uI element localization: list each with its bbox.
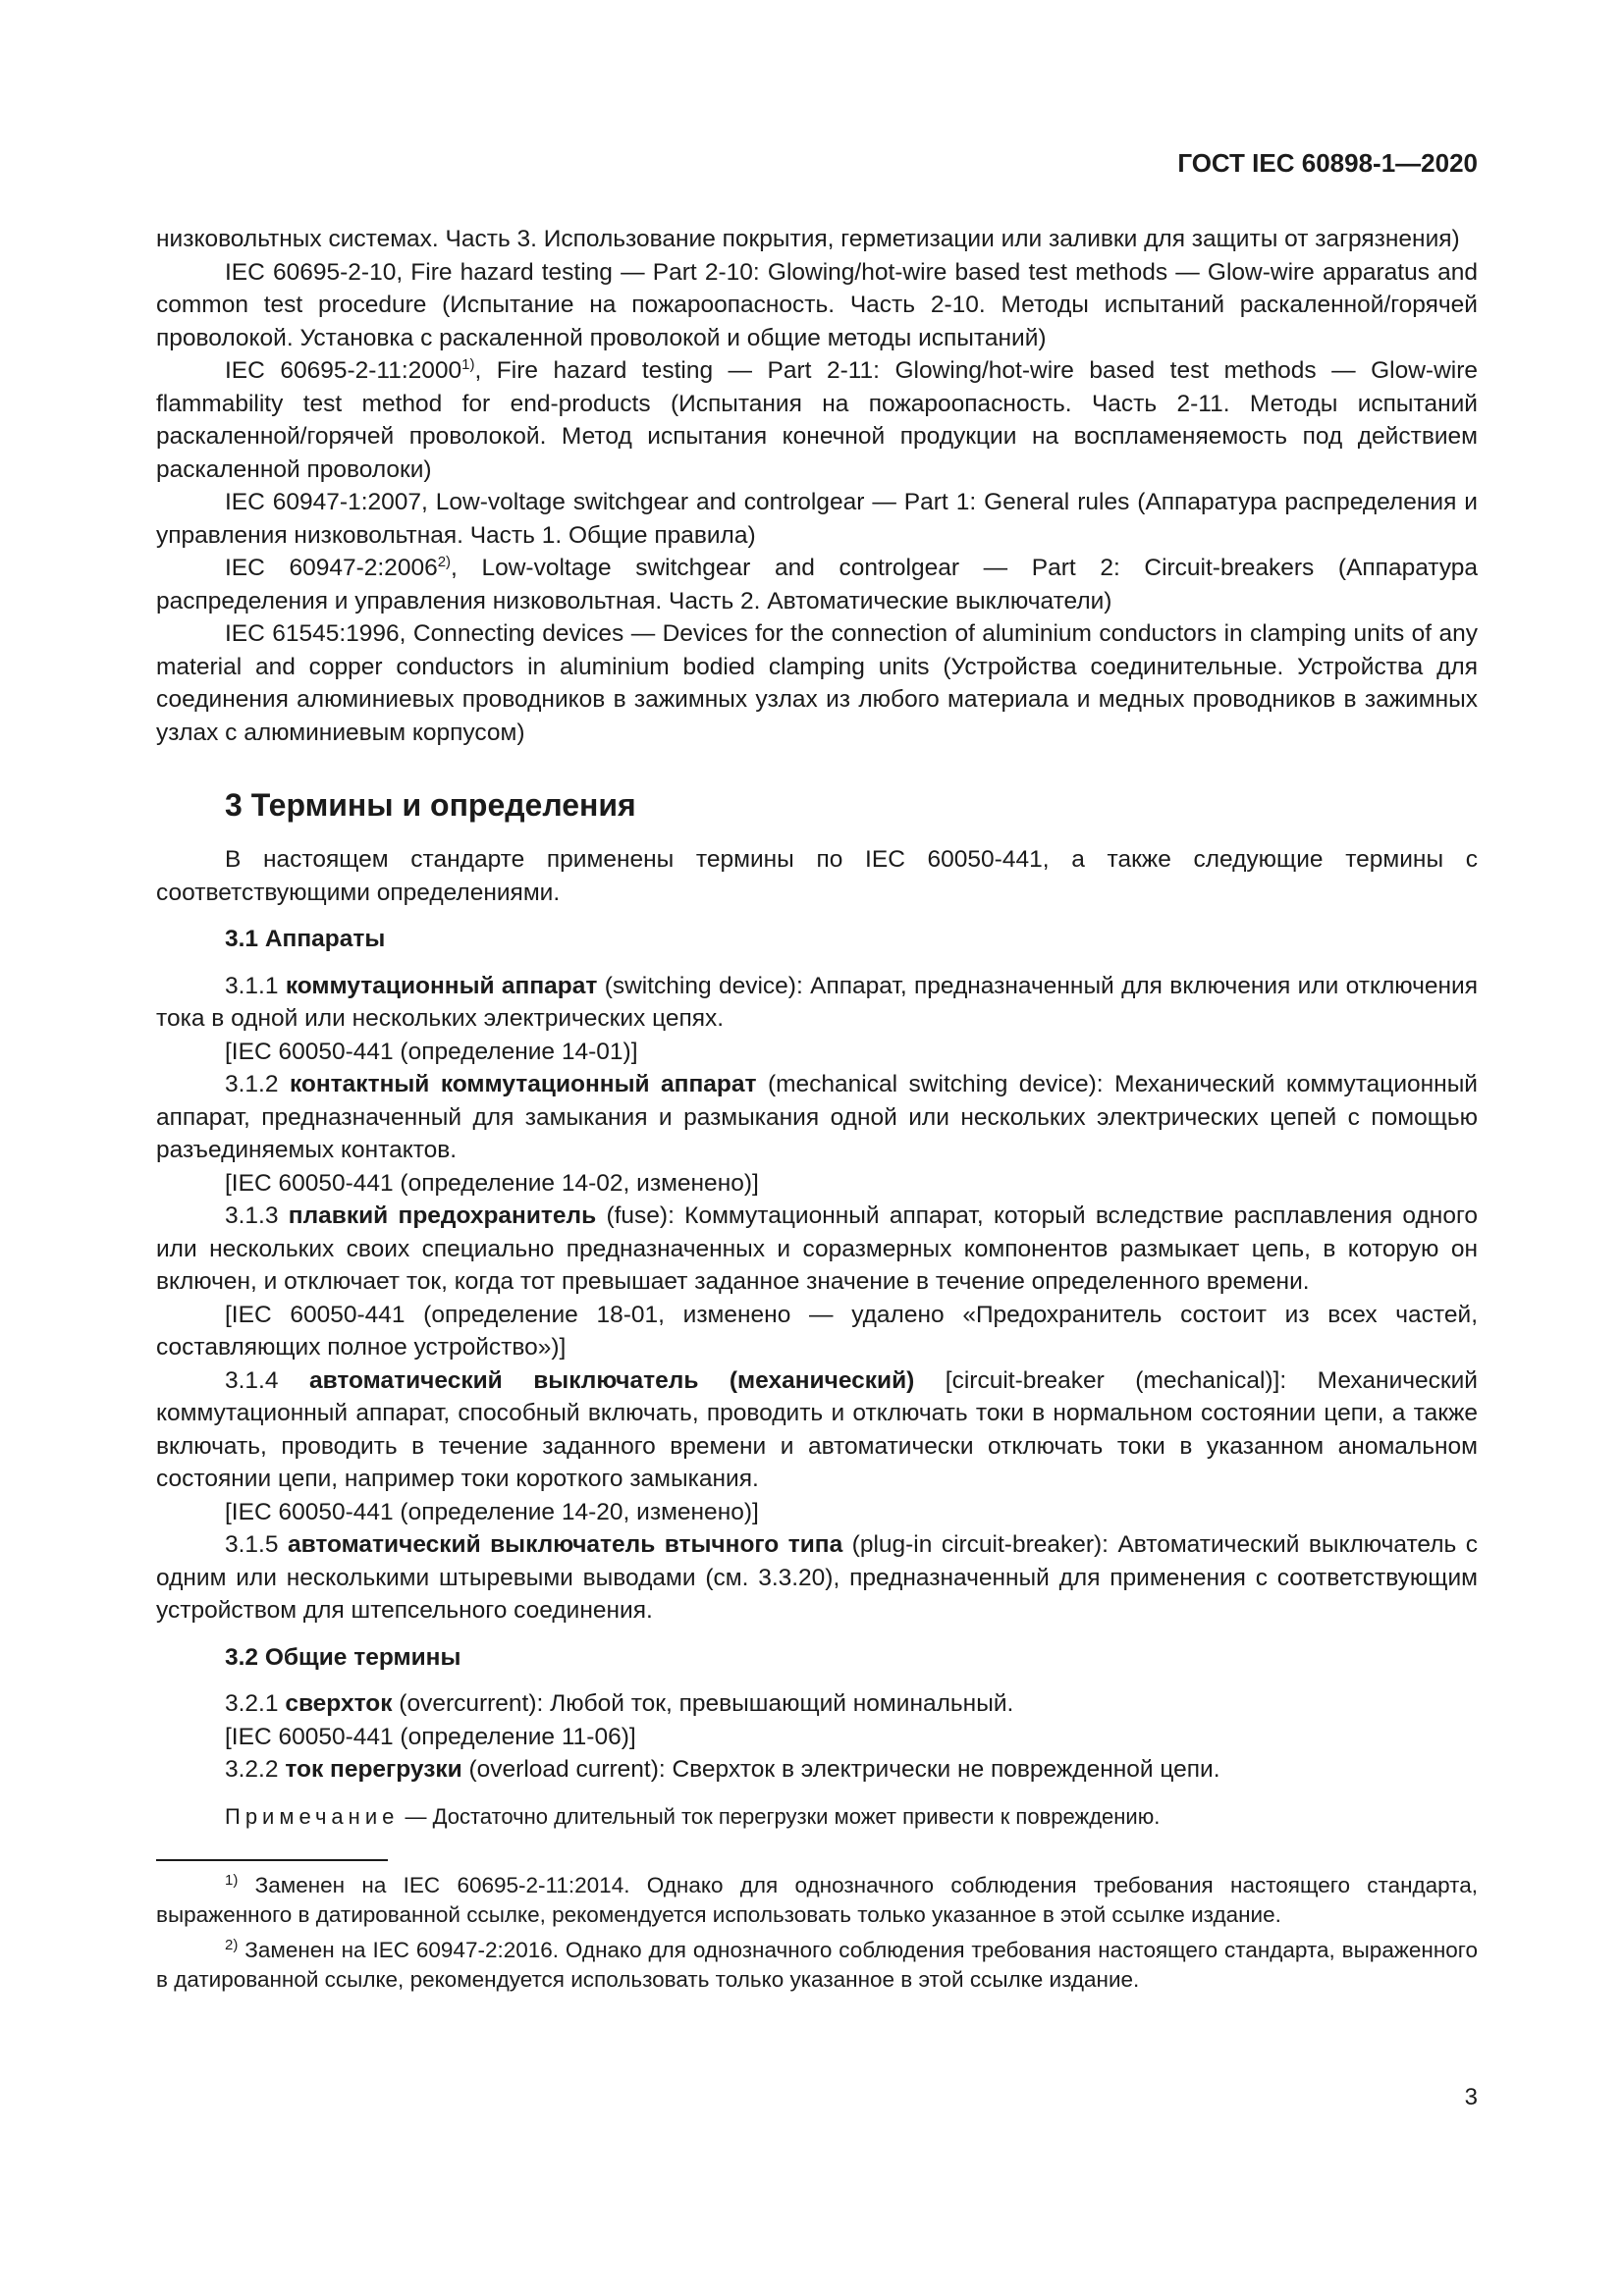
term-number: 3.1.1: [225, 972, 286, 999]
reference-code: IEC 60695-2-11:2000: [225, 357, 462, 384]
term-source: [IEC 60050-441 (определение 18-01, изменено — удалено «Предохранитель состоит из всех частей, составляющих полное устройство»)]: [156, 1301, 1478, 1361]
term-definition: [156, 1753, 1478, 1787]
term-name: контактный коммутационный аппарат: [289, 1071, 757, 1097]
reference-item: IEC 61545:1996, Connecting devices — Devices for the connection of aluminium conductors in clamping units of any material and copper conductors in aluminium bodied clamping units (Устройства соединительные. Устройства для соединения алюминиевых проводников в зажимных узлах из любого материала и медных проводников в зажимных узлах с алюминиевым корпусом): [156, 620, 1478, 746]
subsection-heading: 3.2 Общие термины: [225, 1643, 461, 1671]
footnote-divider: [156, 1859, 388, 1861]
reference-text: , Fire hazard testing — Part 2-11: Glowing/hot-wire based test methods — Glow-wire flammability test method for end-products (Испытания на пожароопасность. Часть 2-11. Методы испытаний раскаленной/горячей проволокой. Метод испытания конечной продукции на воспламеняемость под действием раскаленной проволоки): [156, 357, 1478, 483]
footnote-marker: 2): [437, 554, 452, 570]
term-name: автоматический выключатель (механический): [309, 1366, 915, 1394]
reference-item: IEC 60695-2-10, Fire hazard testing — Part 2-10: Glowing/hot-wire based test methods — Glow-wire apparatus and common test procedure (Испытание на пожароопасность. Часть 2-10. Методы испытаний раскаленной/горячей проволокой. Установка с раскаленной проволокой и общие методы испытаний): [156, 258, 1478, 351]
reference-item: IEC 60947-1:2007, Low-voltage switchgear and controlgear — Part 1: General rules (Аппаратура распределения и управления низковольтная. Часть 1. Общие правила): [156, 489, 1478, 549]
term-number: 3.1.2: [225, 1071, 290, 1097]
term-text: (mechanical switching device): Механический коммутационный аппарат, предназначенный для замыкания и размыкания одной или нескольких электрических цепей с помощью разъединяемых контактов.: [156, 1071, 1478, 1163]
term-source: [IEC 60050-441 (определение 14-02, изменено)]: [225, 1169, 759, 1197]
term-name: автоматический выключатель втычного типа: [287, 1531, 843, 1558]
term-definition: [156, 1200, 1478, 1299]
term-definition: [156, 970, 1478, 1036]
term-text: (plug-in circuit-breaker): Автоматический выключатель с одним или несколькими штыревыми выводами (см. 3.3.20), предназначенный для применения с соответствующим устройством для штепсельного соединения.: [156, 1531, 1478, 1624]
term-text: (switching device): Аппарат, предназначенный для включения или отключения тока в одной или нескольких электрических цепях.: [156, 972, 1478, 1032]
footnote-text: Заменен на IEC 60947-2:2016. Однако для однозначного соблюдения требования настоящего стандарта, выраженного в датированной ссылке, рекомендуется использовать только указанное в этой ссылке издание.: [156, 1937, 1478, 1992]
document-body: [156, 223, 1478, 2001]
term-text: (fuse): Коммутационный аппарат, который вследствие расплавления одного или нескольких своих специально предназначенных и соразмерных компонентов размыкает цепь, в которую он включен, и отключает ток, когда тот превышает заданное значение в течение определенного времени.: [156, 1202, 1478, 1295]
footnote-marker: 1): [461, 356, 475, 373]
subsection-heading: 3.1 Аппараты: [225, 926, 386, 952]
term-name: коммутационный аппарат: [285, 972, 598, 999]
footnote-text: Заменен на IEC 60695-2-11:2014. Однако для однозначного соблюдения требования настоящего стандарта, выраженного в датированной ссылке, рекомендуется использовать только указанное в этой ссылке издание.: [156, 1872, 1478, 1927]
document-header: ГОСТ IEC 60898-1—2020: [1177, 148, 1478, 178]
note: [225, 1802, 1478, 1832]
term-name: сверхток: [285, 1690, 393, 1717]
term-number: 3.2.2: [225, 1756, 286, 1783]
term-source: [IEC 60050-441 (определение 14-01)]: [225, 1038, 638, 1065]
reference-code: IEC 60947-2:2006: [225, 555, 438, 581]
footnote: [156, 1871, 1478, 1930]
footnote-mark: 2): [225, 1936, 239, 1953]
term-number: 3.1.5: [225, 1531, 288, 1558]
section-intro: В настоящем стандарте применены термины по IEC 60050-441, а также следующие термины с соответствующими определениями.: [156, 846, 1478, 906]
term-text: (overload current): Сверхток в электрически не поврежденной цепи.: [461, 1756, 1220, 1783]
term-definition: [156, 1687, 1478, 1721]
term-source: [IEC 60050-441 (определение 11-06)]: [225, 1723, 636, 1750]
section-heading: 3 Термины и определения: [225, 787, 636, 823]
reference-text: , Low-voltage switchgear and controlgear — Part 2: Circuit-breakers (Аппаратура распределения и управления низковольтная. Часть 2. Автоматические выключатели): [156, 555, 1479, 614]
page-number: 3: [1464, 2084, 1478, 2110]
note-label: Примечание: [225, 1803, 400, 1829]
term-number: 3.1.4: [225, 1366, 309, 1394]
term-name: ток перегрузки: [285, 1756, 462, 1783]
term-number: 3.2.1: [225, 1690, 286, 1717]
term-name: плавкий предохранитель: [288, 1202, 597, 1229]
term-definition: [156, 1068, 1478, 1167]
term-text: (overcurrent): Любой ток, превышающий номинальный.: [392, 1690, 1014, 1717]
reference-item: [156, 552, 1478, 617]
term-text: [circuit-breaker (mechanical)]: Механический коммутационный аппарат, способный включать, проводить и отключать токи в нормальном состоянии цепи, а также включать, проводить в течение заданного времени и автоматически отключать токи в указанном аномальном состоянии цепи, например токи короткого замыкания.: [156, 1366, 1478, 1492]
footnote: [156, 1936, 1478, 1995]
term-number: 3.1.3: [225, 1202, 289, 1229]
note-text: — Достаточно длительный ток перегрузки может привести к повреждению.: [399, 1803, 1161, 1829]
footnote-mark: 1): [225, 1871, 239, 1889]
term-definition: [156, 1364, 1478, 1496]
term-definition: [156, 1528, 1478, 1628]
reference-continuation: низковольтных системах. Часть 3. Использование покрытия, герметизации или заливки для защиты от загрязнения): [156, 226, 1460, 252]
reference-item: [156, 354, 1478, 486]
term-source: [IEC 60050-441 (определение 14-20, изменено)]: [225, 1498, 759, 1525]
